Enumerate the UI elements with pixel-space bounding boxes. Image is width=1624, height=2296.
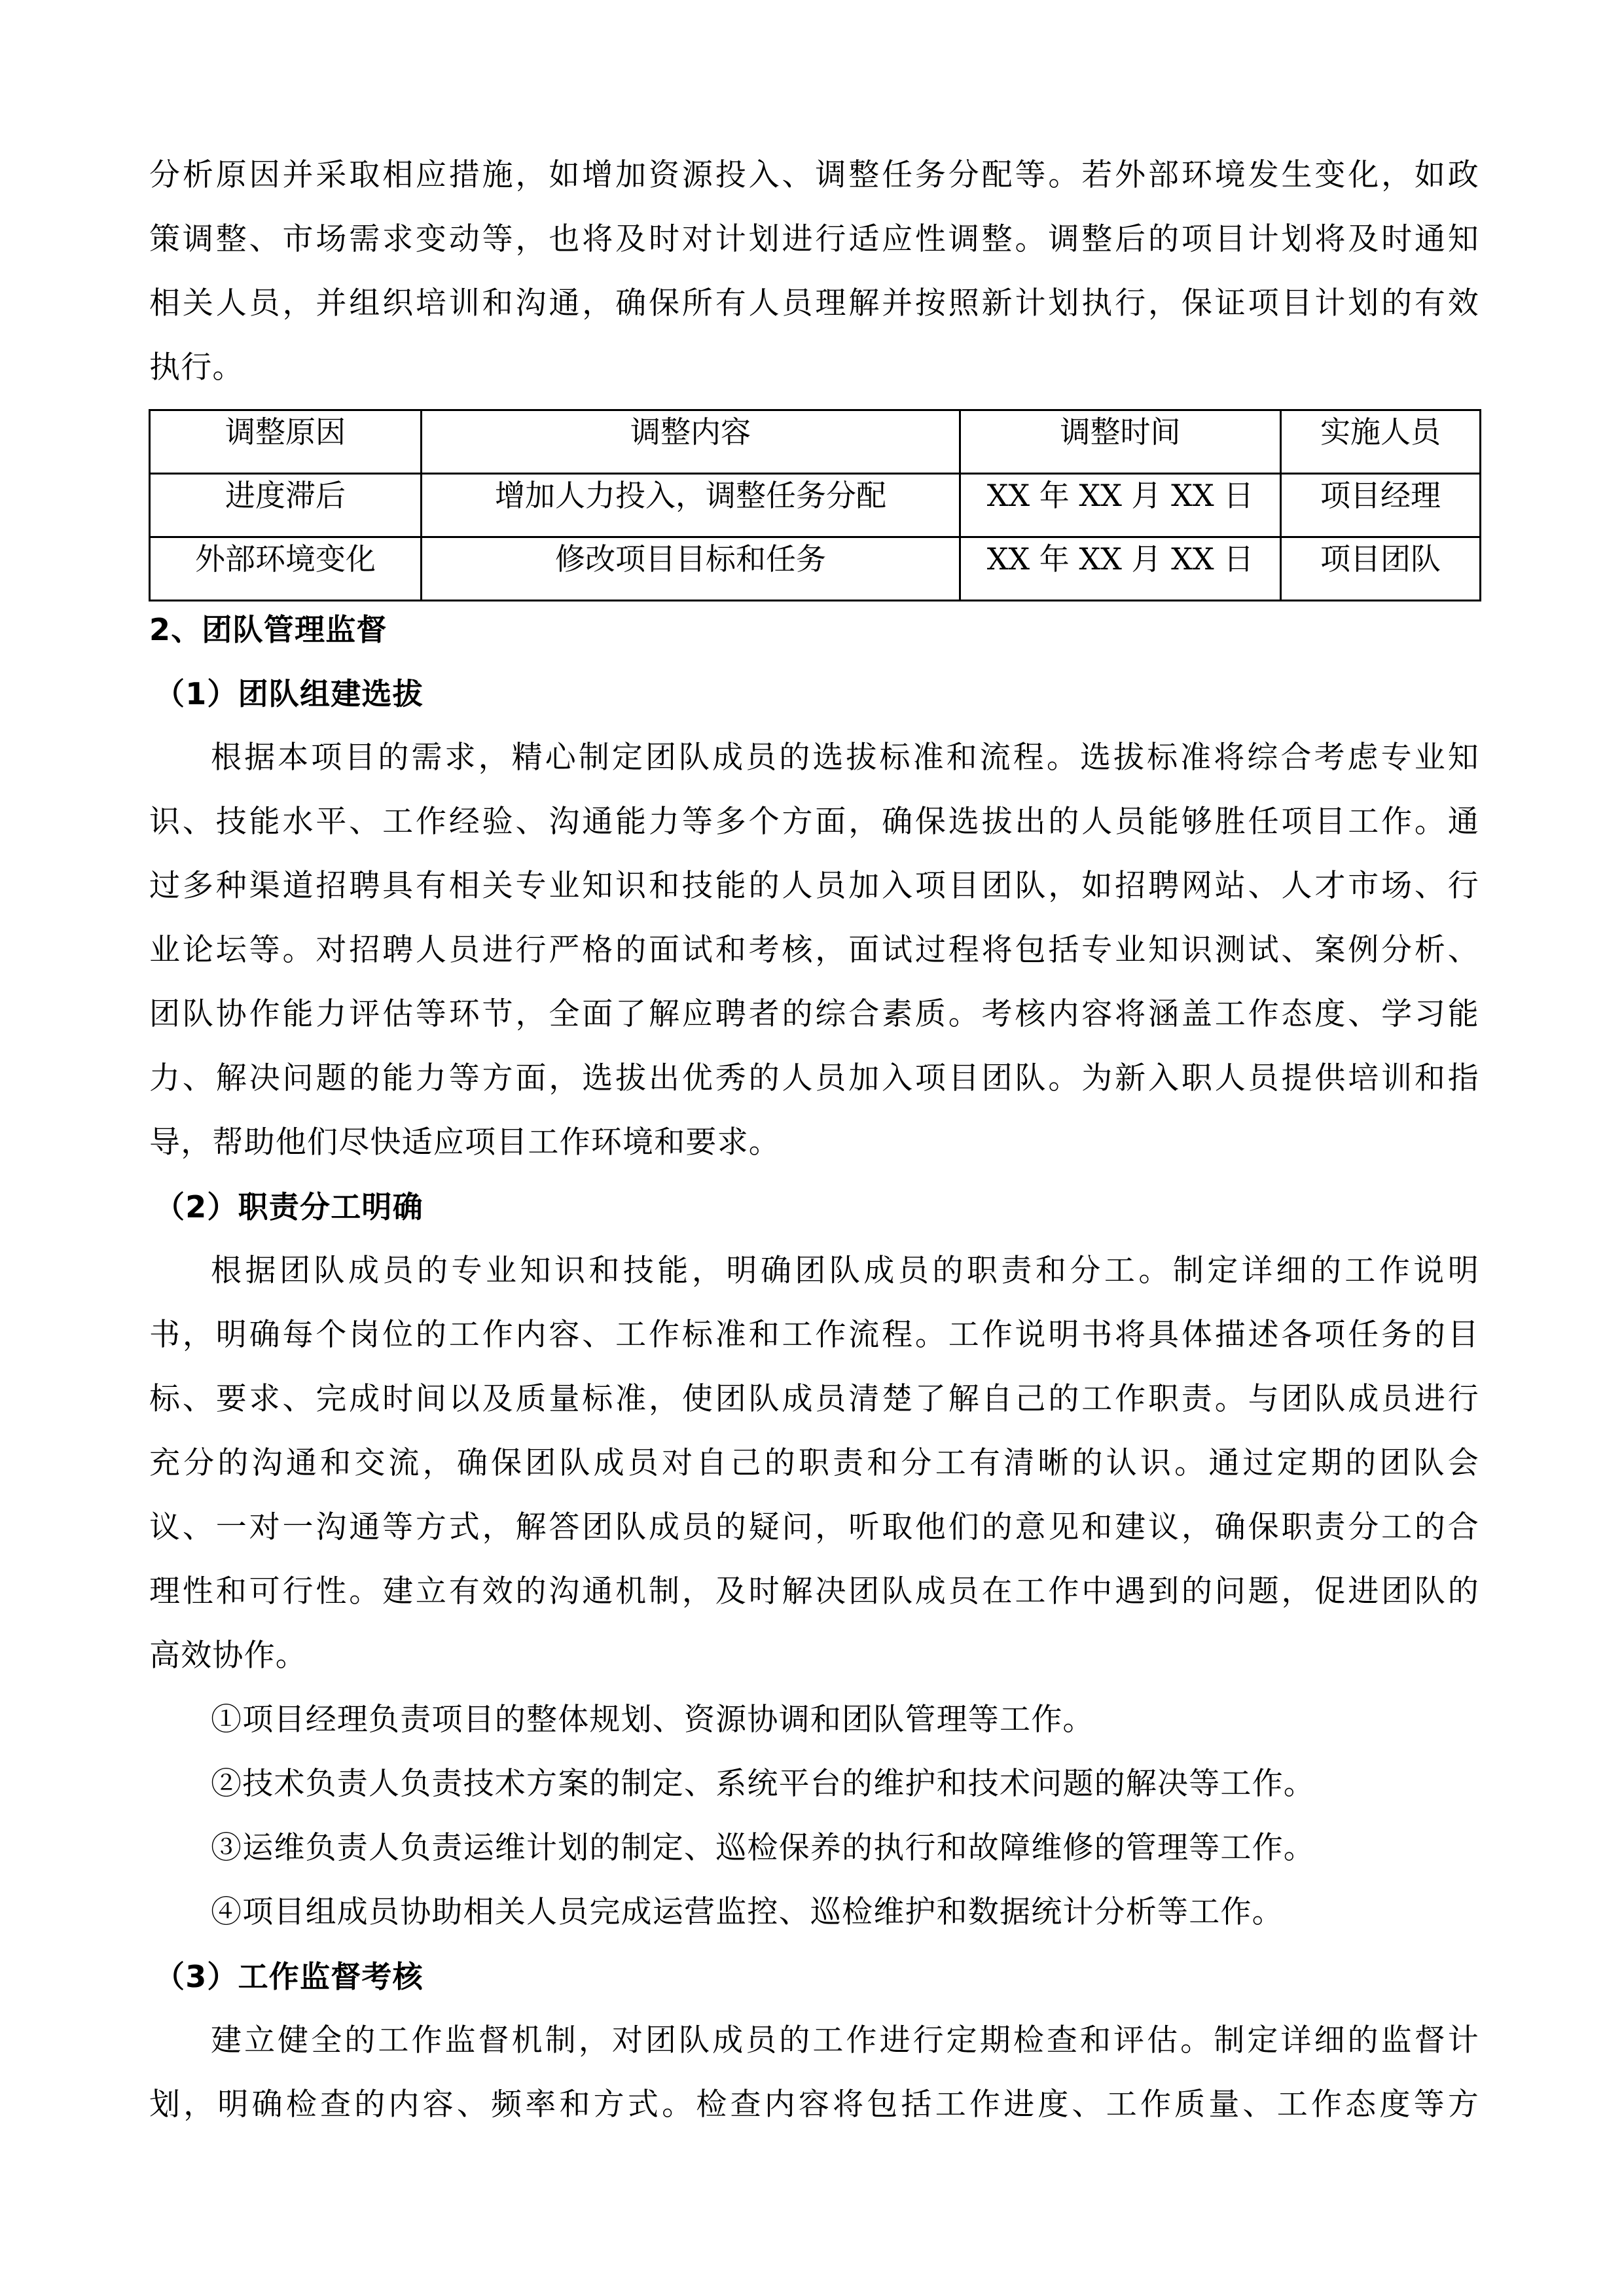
table-cell: 进度滞后 <box>150 474 422 537</box>
paragraph-line: 过多种渠道招聘具有相关专业知识和技能的人员加入项目团队，如招聘网站、人才市场、行 <box>149 868 1479 904</box>
table-row <box>150 537 1481 601</box>
table-cell: XX 年 XX 月 XX 日 <box>960 474 1281 537</box>
paragraph-line: 理性和可行性。建立有效的沟通机制，及时解决团队成员在工作中遇到的问题，促进团队的 <box>149 1573 1479 1609</box>
paragraph-line: 充分的沟通和交流，确保团队成员对自己的职责和分工有清晰的认识。通过定期的团队会 <box>149 1445 1479 1481</box>
subsection-heading: （3）工作监督考核 <box>154 1959 424 1994</box>
table-cell: 外部环境变化 <box>150 537 422 601</box>
table-cell: 项目经理 <box>1281 474 1481 537</box>
table-header-row <box>150 410 1481 474</box>
paragraph-line: 相关人员，并组织培训和沟通，确保所有人员理解并按照新计划执行，保证项目计划的有效 <box>149 285 1479 321</box>
paragraph-line: 执行。 <box>149 350 244 386</box>
plan-adjustment-table <box>149 409 1481 601</box>
paragraph-line: 导，帮助他们尽快适应项目工作环境和要求。 <box>149 1124 780 1160</box>
paragraph-line: 根据团队成员的专业知识和技能，明确团队成员的职责和分工。制定详细的工作说明 <box>211 1253 1479 1289</box>
paragraph-line: 标、要求、完成时间以及质量标准，使团队成员清楚了解自己的工作职责。与团队成员进行 <box>149 1381 1479 1417</box>
table-cell: 项目团队 <box>1281 537 1481 601</box>
list-item: ②技术负责人负责技术方案的制定、系统平台的维护和技术问题的解决等工作。 <box>211 1766 1315 1802</box>
list-item: ③运维负责人负责运维计划的制定、巡检保养的执行和故障维修的管理等工作。 <box>211 1830 1315 1866</box>
paragraph-line: 根据本项目的需求，精心制定团队成员的选拔标准和流程。选拔标准将综合考虑专业知 <box>211 740 1479 776</box>
paragraph-line: 建立健全的工作监督机制，对团队成员的工作进行定期检查和评估。制定详细的监督计 <box>211 2022 1479 2058</box>
paragraph-line: 识、技能水平、工作经验、沟通能力等多个方面，确保选拔出的人员能够胜任项目工作。通 <box>149 804 1479 840</box>
paragraph-line: 议、一对一沟通等方式，解答团队成员的疑问，听取他们的意见和建议，确保职责分工的合 <box>149 1509 1479 1545</box>
table-header-cell: 调整内容 <box>422 410 960 474</box>
table-header-cell: 实施人员 <box>1281 410 1481 474</box>
table-cell: XX 年 XX 月 XX 日 <box>960 537 1281 601</box>
subsection-heading: （2）职责分工明确 <box>154 1189 424 1225</box>
table-cell: 修改项目目标和任务 <box>422 537 960 601</box>
list-item: ①项目经理负责项目的整体规划、资源协调和团队管理等工作。 <box>211 1702 1094 1738</box>
paragraph-line: 策调整、市场需求变动等，也将及时对计划进行适应性调整。调整后的项目计划将及时通知 <box>149 221 1479 257</box>
list-item: ④项目组成员协助相关人员完成运营监控、巡检维护和数据统计分析等工作。 <box>211 1894 1284 1930</box>
table-cell: 增加人力投入，调整任务分配 <box>422 474 960 537</box>
table-header-cell: 调整时间 <box>960 410 1281 474</box>
paragraph-line: 分析原因并采取相应措施，如增加资源投入、调整任务分配等。若外部环境发生变化，如政 <box>149 157 1479 193</box>
table-row <box>150 474 1481 537</box>
paragraph-line: 高效协作。 <box>149 1638 307 1674</box>
paragraph-line: 力、解决问题的能力等方面，选拔出优秀的人员加入项目团队。为新入职人员提供培训和指 <box>149 1060 1479 1096</box>
paragraph-line: 业论坛等。对招聘人员进行严格的面试和考核，面试过程将包括专业知识测试、案例分析、 <box>149 932 1479 968</box>
section-heading: 2、团队管理监督 <box>149 612 388 647</box>
paragraph-line: 团队协作能力评估等环节，全面了解应聘者的综合素质。考核内容将涵盖工作态度、学习能 <box>149 996 1479 1032</box>
subsection-heading: （1）团队组建选拔 <box>154 676 424 711</box>
paragraph-line: 书，明确每个岗位的工作内容、工作标准和工作流程。工作说明书将具体描述各项任务的目 <box>149 1317 1479 1353</box>
paragraph-line: 划，明确检查的内容、频率和方式。检查内容将包括工作进度、工作质量、工作态度等方 <box>149 2087 1479 2123</box>
table-header-cell: 调整原因 <box>150 410 422 474</box>
